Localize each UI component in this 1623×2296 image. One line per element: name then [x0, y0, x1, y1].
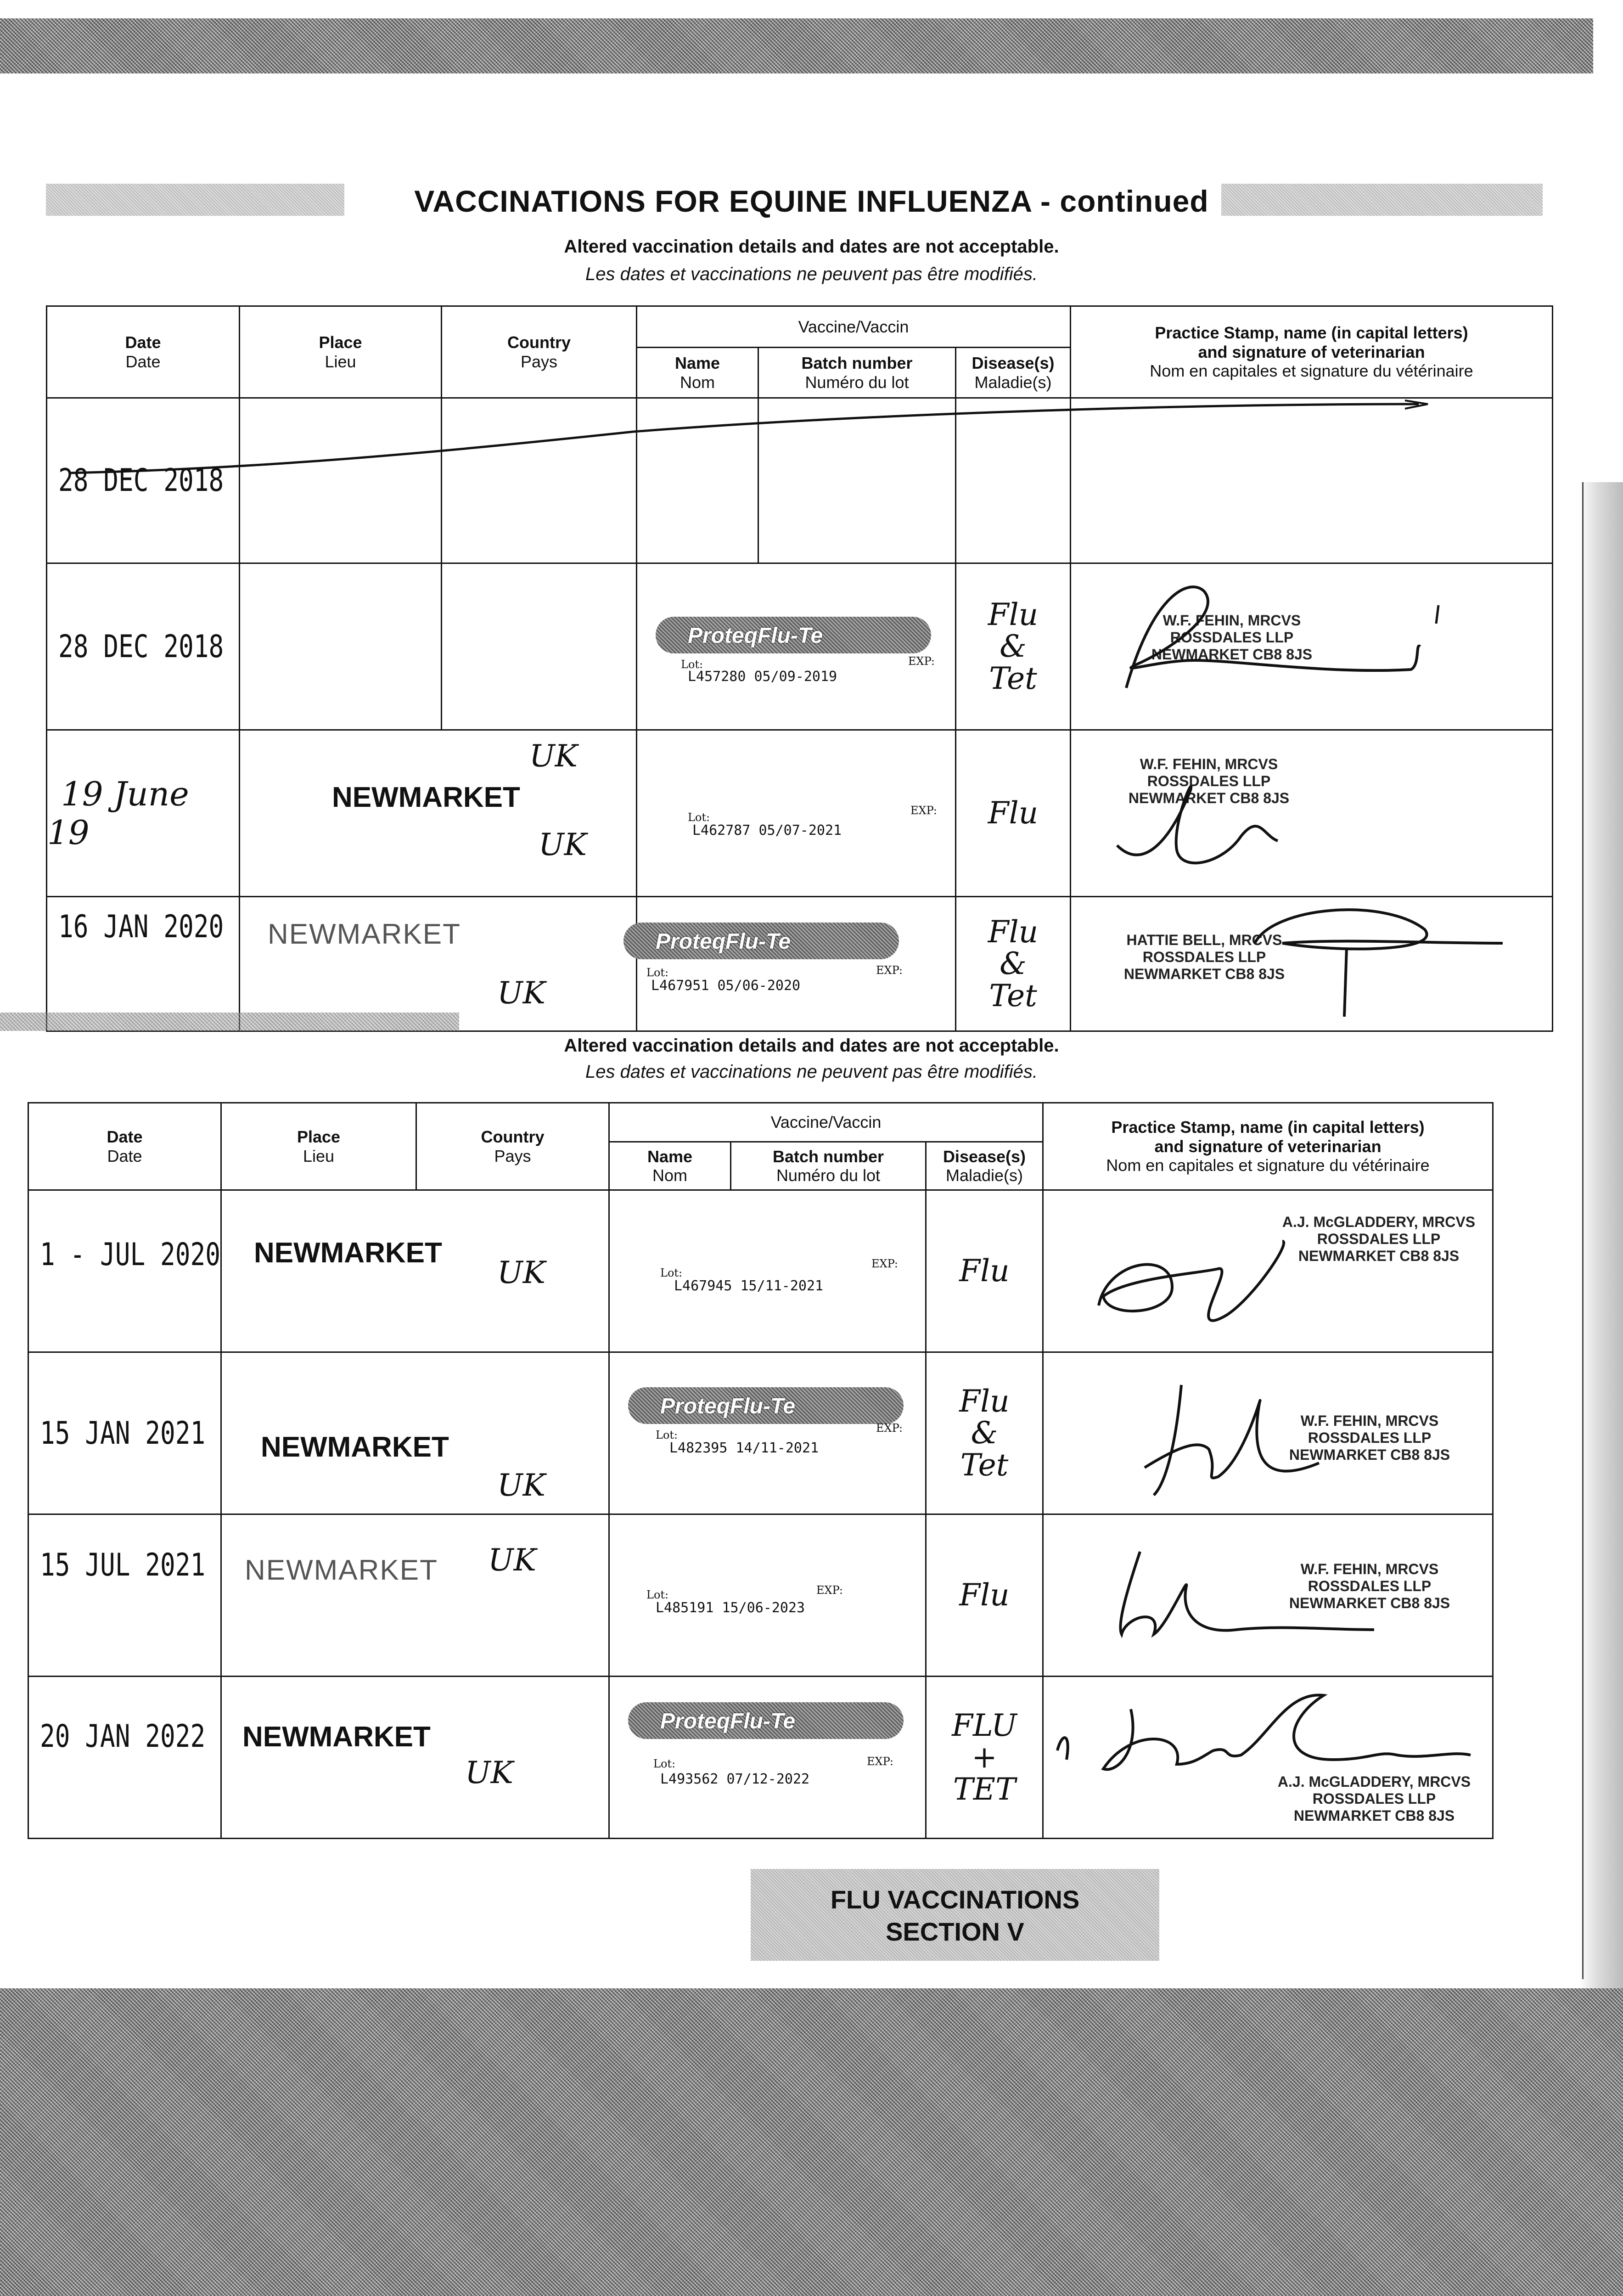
table-row — [28, 1514, 1493, 1677]
header-country: Country Pays — [442, 306, 637, 398]
stamp-cell — [1071, 730, 1553, 897]
country-text: UK — [488, 1542, 536, 1578]
date-cell: 15 JAN 2021 — [28, 1352, 221, 1514]
signature-icon — [1103, 744, 1379, 882]
country-text: UK — [497, 1255, 545, 1290]
date-cell: 16 JAN 2020 — [47, 897, 240, 1031]
stamp-cell — [1043, 1514, 1493, 1677]
scan-artifact-bottom — [0, 1988, 1623, 2296]
stamp-cell — [1043, 1677, 1493, 1839]
vet-stamp: A.J. McGLADDERY, MRCVS ROSSDALES LLP NEWMARKET CB8 8JS — [1282, 1214, 1476, 1264]
header-date: Date Date — [28, 1103, 221, 1190]
header-country: Country Pays — [416, 1103, 609, 1190]
disease-cell: Flu — [926, 1190, 1043, 1352]
country-text: UK — [465, 1755, 513, 1790]
page-title: VACCINATIONS FOR EQUINE INFLUENZA - continued — [414, 184, 1209, 218]
vaccine-label-cell: ProteqFlu-Te Lot: EXP: L457280 05/09-2019 — [637, 563, 956, 730]
notice-french-2: Les dates et vaccinations ne peuvent pas être modifiés. — [585, 1062, 1038, 1082]
header-vaccine: Vaccine/Vaccin — [609, 1103, 1043, 1142]
date-cell: 28 DEC 2018 — [47, 563, 240, 730]
table-row — [28, 1352, 1493, 1514]
vaccine-label-cell: ProteqFlu-Te Lot: EXP: L467951 05/06-2020 — [637, 897, 956, 1031]
table-row — [28, 1677, 1493, 1839]
date-cell: 19 June 19 — [47, 730, 240, 897]
signature-icon — [1099, 1542, 1420, 1653]
vet-stamp: W.F. FEHIN, MRCVS ROSSDALES LLP NEWMARKET CB8 8JS — [1289, 1561, 1450, 1611]
disease-cell: Flu — [926, 1514, 1043, 1677]
place-country-cell — [221, 1190, 609, 1352]
vet-stamp: HATTIE BELL, MRCVS ROSSDALES LLP NEWMARKET CB8 8JS — [1123, 932, 1285, 982]
place-text: NEWMARKET — [268, 918, 461, 950]
place-text: NEWMARKET — [245, 1554, 438, 1586]
notice-english-2: Altered vaccination details and dates are not acceptable. — [564, 1035, 1059, 1056]
disease-cell: FLU + TET — [926, 1677, 1043, 1839]
country-text: UK — [497, 1468, 545, 1503]
signature-icon — [1246, 902, 1521, 1026]
page-edge-shadow — [1579, 482, 1623, 1988]
header-disease: Disease(s) Maladie(s) — [926, 1142, 1043, 1190]
disease-cell: Flu & Tet — [956, 897, 1071, 1031]
header-vaccine: Vaccine/Vaccin — [637, 306, 1071, 348]
table-row — [47, 398, 1553, 563]
date-cell: 20 JAN 2022 — [28, 1677, 221, 1839]
date-cell: 1 - JUL 2020 — [28, 1190, 221, 1352]
table-row — [28, 1190, 1493, 1352]
header-practice-stamp: Practice Stamp, name (in capital letters) and signature of veterinarian Nom en capitales et signature du vétérinaire — [1043, 1103, 1493, 1190]
vaccine-label: ProteqFlu-Te — [628, 1387, 904, 1424]
header-practice-stamp: Practice Stamp, name (in capital letters) and signature of veterinarian Nom en capitales et signature du vétérinaire — [1071, 306, 1553, 398]
vaccine-label-cell: Lot: EXP: L462787 05/07-2021 — [637, 730, 956, 897]
header-disease: Disease(s) Maladie(s) — [956, 348, 1071, 398]
date-cell: 28 DEC 2018 — [47, 398, 240, 563]
header-place: Place Lieu — [240, 306, 442, 398]
signature-icon — [1099, 573, 1466, 711]
header-batch-number: Batch number Numéro du lot — [758, 348, 956, 398]
header-vaccine-name: Name Nom — [609, 1142, 731, 1190]
stamp-cell — [1071, 398, 1553, 563]
place-cell — [240, 563, 442, 730]
place-text: NEWMARKET — [332, 782, 520, 813]
table-row — [47, 563, 1553, 730]
disease-cell: Flu & Tet — [926, 1352, 1043, 1514]
table-row — [47, 730, 1553, 897]
vet-stamp: W.F. FEHIN, MRCVS ROSSDALES LLP NEWMARKET CB8 8JS — [1289, 1412, 1450, 1463]
vaccine-label: ProteqFlu-Te — [628, 1702, 904, 1739]
date-cell: 15 JUL 2021 — [28, 1514, 221, 1677]
stamp-cell — [1071, 897, 1553, 1031]
place-country-cell — [221, 1677, 609, 1839]
scan-artifact-mid — [0, 1013, 459, 1031]
place-cell — [240, 398, 442, 563]
vaccine-label-cell: ProteqFlu-Te Lot: EXP: L482395 14/11-2021 — [609, 1352, 926, 1514]
section-label: FLU VACCINATIONS SECTION V — [751, 1869, 1159, 1961]
table-row — [47, 897, 1553, 1031]
vaccine-label: ProteqFlu-Te — [623, 923, 899, 959]
place-country-cell — [221, 1352, 609, 1514]
place-text: NEWMARKET — [242, 1721, 431, 1753]
stamp-cell — [1043, 1352, 1493, 1514]
notice-french: Les dates et vaccinations ne peuvent pas être modifiés. — [585, 264, 1038, 284]
vet-stamp: W.F. FEHIN, MRCVS ROSSDALES LLP NEWMARKET CB8 8JS — [1151, 612, 1313, 663]
place-text: NEWMARKET — [254, 1237, 442, 1269]
header-vaccine-name: Name Nom — [637, 348, 758, 398]
place-text: NEWMARKET — [261, 1431, 449, 1463]
header-batch-number: Batch number Numéro du lot — [731, 1142, 926, 1190]
vaccination-table-1 — [46, 305, 1553, 1032]
batch-cell — [758, 398, 956, 563]
place-country-cell — [221, 1514, 609, 1677]
vaccine-label: ProteqFlu-Te — [656, 617, 931, 653]
vet-stamp: A.J. McGLADDERY, MRCVS ROSSDALES LLP NEWMARKET CB8 8JS — [1277, 1773, 1471, 1824]
vaccine-label-cell: Lot: EXP: L467945 15/11-2021 — [609, 1190, 926, 1352]
scan-artifact-top — [0, 18, 1593, 73]
page-edge — [1582, 482, 1584, 1979]
header-date: Date Date — [47, 306, 240, 398]
place-country-cell — [240, 897, 637, 1031]
header-place: Place Lieu — [221, 1103, 416, 1190]
signature-icon — [1080, 1223, 1310, 1342]
vaccine-label-cell: Lot: EXP: L485191 15/06-2023 — [609, 1514, 926, 1677]
notice-english: Altered vaccination details and dates are not acceptable. — [564, 236, 1059, 257]
vaccine-label-cell: ProteqFlu-Te Lot: EXP: L493562 07/12-2022 — [609, 1677, 926, 1839]
disease-cell: Flu — [956, 730, 1071, 897]
country-text: UK — [497, 975, 545, 1011]
country-text: UK — [539, 827, 587, 862]
vet-stamp: W.F. FEHIN, MRCVS ROSSDALES LLP NEWMARKET CB8 8JS — [1128, 756, 1290, 806]
signature-icon — [1126, 1367, 1356, 1504]
country-cell: UK — [442, 563, 637, 730]
country-cell — [442, 398, 637, 563]
disease-cell — [956, 398, 1071, 563]
disease-cell: Flu & Tet — [956, 563, 1071, 730]
place-country-cell — [240, 730, 637, 897]
signature-icon — [1048, 1682, 1489, 1787]
stamp-cell — [1043, 1190, 1493, 1352]
name-cell — [637, 398, 758, 563]
vaccination-table-2 — [28, 1102, 1494, 1839]
stamp-cell — [1071, 563, 1553, 730]
